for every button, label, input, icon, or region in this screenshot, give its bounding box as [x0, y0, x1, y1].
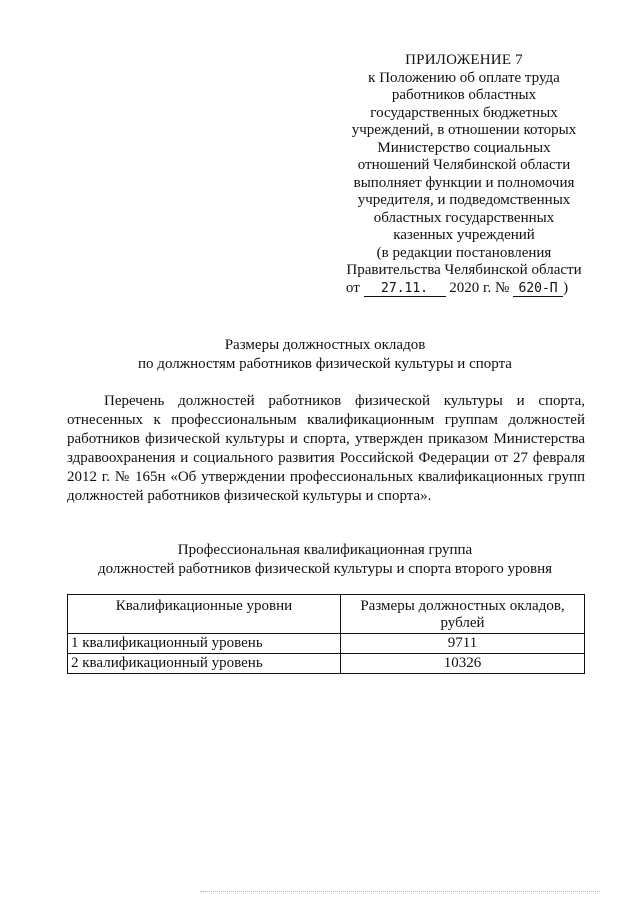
- appendix-line: Министерство социальных: [377, 139, 551, 156]
- group-heading-line1: Профессиональная квалификационная группа: [177, 542, 473, 558]
- scan-artifact-line: [200, 891, 600, 892]
- document-title: [60, 336, 590, 374]
- resolution-date: 27.11.: [364, 282, 446, 297]
- salary-cell: 10326: [341, 654, 585, 674]
- table-header-row: [68, 595, 585, 634]
- appendix-line: государственных бюджетных: [370, 104, 558, 121]
- resolution-number: 620-П: [513, 282, 563, 297]
- appendix-line: учредителя, и подведомственных: [357, 192, 571, 208]
- appendix-header: [330, 52, 598, 297]
- appendix-line: к Положению об оплате труда: [368, 69, 560, 86]
- table-row: [68, 654, 585, 674]
- table-row: [68, 634, 585, 654]
- document-title-line2: по должностям работников физической культуры и спорта: [138, 356, 512, 372]
- close-paren: ): [563, 279, 569, 296]
- salary-cell: 9711: [341, 634, 585, 654]
- appendix-line: Правительства Челябинской области: [346, 262, 582, 278]
- resolution-year: 2020 г. №: [449, 279, 510, 296]
- group-heading-line2: должностей работников физической культуры и спорта второго уровня: [98, 561, 552, 577]
- appendix-line: областных государственных: [373, 209, 555, 226]
- appendix-line: работников областных: [391, 87, 537, 103]
- document-title-line1: Размеры должностных окладов: [224, 337, 426, 353]
- qualification-level-cell: 2 квалификационный уровень: [68, 654, 341, 674]
- header-qualification-levels: Квалификационные уровни: [68, 595, 341, 634]
- header-salary-sizes: Размеры должностных окладов, рублей: [341, 595, 585, 634]
- appendix-title: ПРИЛОЖЕНИЕ 7: [405, 52, 523, 68]
- appendix-line: выполняет функции и полномочия: [353, 174, 575, 191]
- resolution-date-line: [316, 280, 598, 298]
- body-paragraph: Перечень должностей работников физической культуры и спорта, отнесенных к профессиональным квалификационным группам должностей работников физической культуры и спорта, утвержден приказом Министерства здравоохранения и социального развития Российской Федерации от 27 февраля 2012 г. № 165н «Об утверждении профессиональных квалификационных групп должностей работников физической культуры и спорта».: [67, 393, 585, 504]
- appendix-line: (в редакции постановления: [376, 244, 552, 261]
- appendix-line: казенных учреждений: [393, 227, 535, 243]
- appendix-line: учреждений, в отношении которых: [351, 122, 577, 138]
- salary-table: [67, 594, 585, 674]
- group-heading: [60, 541, 590, 579]
- from-prefix: от: [345, 279, 360, 296]
- appendix-line: отношений Челябинской области: [357, 157, 571, 173]
- qualification-level-cell: 1 квалификационный уровень: [68, 634, 341, 654]
